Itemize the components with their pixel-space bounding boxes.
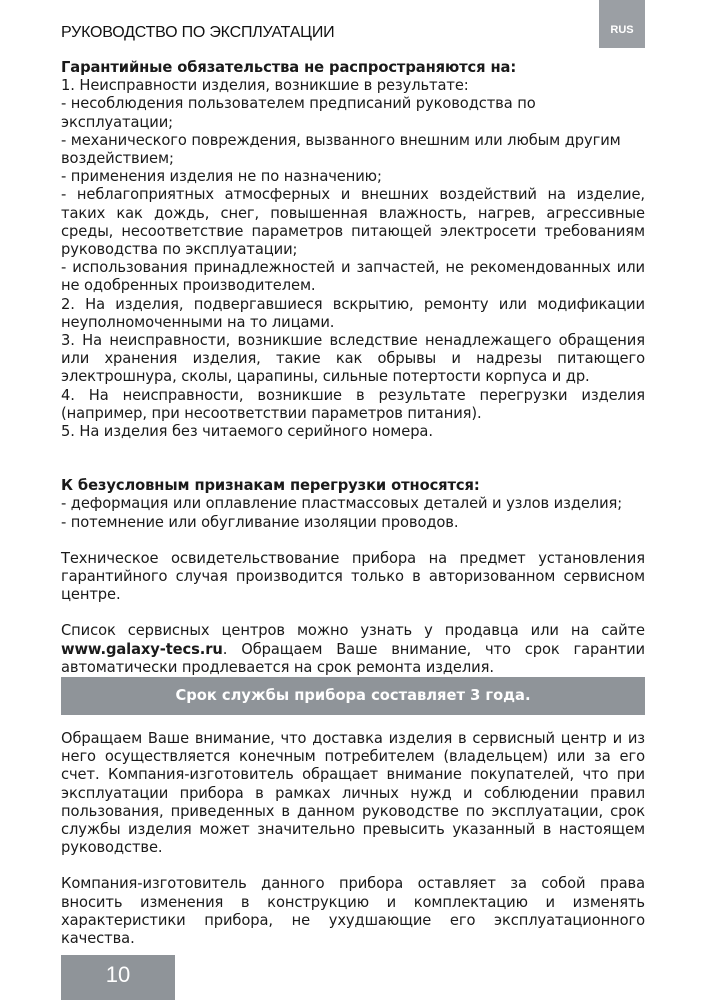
main-content [61,59,645,677]
website-link[interactable]: www.galaxy-tecs.ru [61,640,223,658]
warranty-line: - неблагоприятных атмосферных и внешних воздействий на изделие, таких как дождь, снег, повышенная влажность, нагрев, агрессивные среды, несоответствие параметров питающей электросети требованиям руководства по эксплуатации; [61,186,645,259]
warranty-line: 4. На неисправности, возникшие в результате перегрузки изделия (например, при несоответствии параметров питания). [61,386,645,422]
inspection-paragraph: Техническое освидетельствование прибора на предмет установления гарантийного случая производится только в авторизованном сервисном центре. [61,549,645,604]
warranty-line: 1. Неисправности изделия, возникшие в результате: [61,77,469,95]
warranty-list [61,77,645,441]
service-life-banner: Срок службы прибора составляет 3 года. [61,677,645,715]
service-text-before: Список сервисных центров можно узнать у продавца или на сайте [61,622,645,640]
rights-paragraph: Компания-изготовитель данного прибора оставляет за собой права вносить изменения в конструкцию и комплектацию и изменять характеристики прибора, не ухудшающие его эксплуатационного качества. [61,875,645,948]
warranty-line: 3. На неисправности, возникшие вследствие ненадлежащего обращения или хранения изделия, такие как обрывы и надрезы питающего электрошнура, сколы, царапины, сильные потертости корпуса и др. [61,332,645,386]
service-text-after: . Обращаем Ваше внимание, что срок гарантии автоматически продлевается на срок ремонта изделия. [61,640,645,676]
warranty-line: 5. На изделия без читаемого серийного номера. [61,423,433,441]
overload-line: - деформация или оплавление пластмассовых деталей и узлов изделия; [61,495,623,513]
secondary-content [61,730,645,948]
overload-heading: К безусловным признакам перегрузки относятся: [61,477,480,495]
overload-line: - потемнение или обугливание изоляции проводов. [61,513,459,531]
warranty-line: - несоблюдения пользователем предписаний руководства по эксплуатации; [61,95,536,131]
service-paragraph [61,622,645,677]
warranty-line: - механического повреждения, вызванного внешним или любым другим воздействием; [61,131,621,168]
warranty-line: 2. На изделия, подвергавшиеся вскрытию, ремонту или модификации неуполномоченными на то лицами. [61,295,645,331]
delivery-paragraph: Обращаем Ваше внимание, что доставка изделия в сервисный центр и из него осуществляется конечным потребителем (владельцем) или за его счет. Компания-изготовитель обращает внимание покупателей, что при эксплуатации прибора в рамках личных нужд и соблюдении правил пользования, приведенных в данном руководстве по эксплуатации, срок службы изделия может значительно превысить указанный в настоящем руководстве. [61,730,645,857]
warranty-line: - использования принадлежностей и запчастей, не рекомендованных или не одобренных производителем. [61,259,645,295]
language-badge: RUS [599,0,645,48]
warranty-line: - применения изделия не по назначению; [61,168,382,186]
warranty-heading: Гарантийные обязательства не распространяются на: [61,59,517,76]
page-header-title: РУКОВОДСТВО ПО ЭКСПЛУАТАЦИИ [61,24,335,41]
page-number: 10 [61,955,175,1000]
